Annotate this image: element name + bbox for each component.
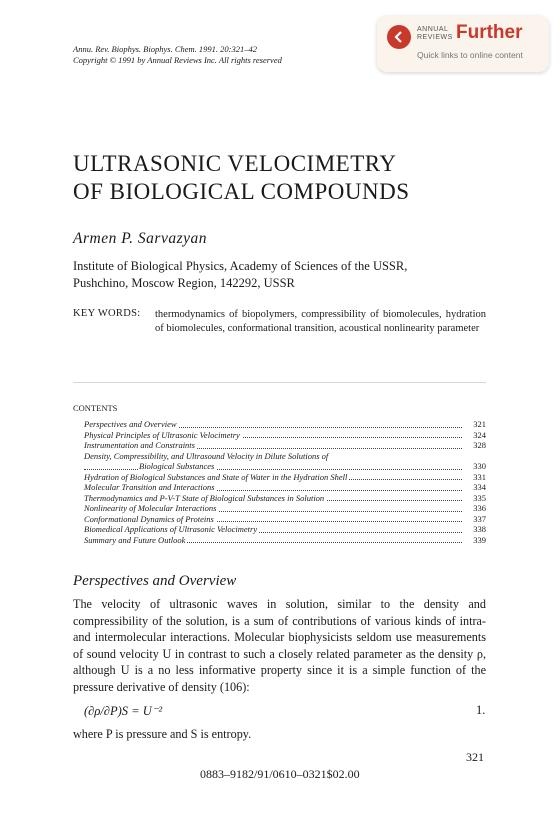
issn-line: 0883–9182/91/0610–0321$02.00 bbox=[200, 767, 360, 781]
toc-entry-page: 328 bbox=[473, 440, 486, 450]
toc-entry-title: Biological Substances bbox=[139, 461, 215, 471]
toc-entry-title: Nonlinearity of Molecular Interactions bbox=[84, 503, 217, 513]
toc-entry[interactable] bbox=[84, 524, 486, 535]
toc-entry-page: 336 bbox=[473, 503, 486, 513]
citation-line-2: Copyright © 1991 by Annual Reviews Inc. All rights reserved bbox=[73, 55, 282, 65]
body-paragraph: The velocity of ultrasonic waves in solution, similar to the density and compressibility of the solution, is a sum of contributions of various kinds of intra- and intermolecular interactions. Molecular biophysicists seldom use measurements of sound velocity U in contrast to such a closely related parameter as the density ρ, although U is a no less informative property since it is a simple function of the pressure derivative of density (106): bbox=[73, 597, 486, 694]
article-title bbox=[73, 150, 410, 206]
toc-entry[interactable] bbox=[84, 461, 486, 472]
citation-line-1: Annu. Rev. Biophys. Biophys. Chem. 1991. 20:321–42 bbox=[73, 44, 257, 54]
annual-reviews-wordmark bbox=[417, 26, 453, 42]
divider bbox=[73, 382, 486, 383]
contents-heading: CONTENTS bbox=[73, 403, 118, 413]
toc-entry-title: Physical Principles of Ultrasonic Velocimetry bbox=[84, 429, 240, 440]
toc-entry-title: Biomedical Applications of Ultrasonic Velocimetry bbox=[84, 524, 258, 534]
toc-entry[interactable] bbox=[84, 419, 486, 430]
toc-entry-title: Density, Compressibility, and Ultrasound Velocity in Dilute Solutions of bbox=[84, 450, 329, 461]
equation: (∂ρ/∂P)S = U⁻² bbox=[84, 704, 163, 718]
equation-number: 1. bbox=[476, 703, 486, 717]
annual-label: ANNUAL bbox=[417, 26, 449, 33]
toc-entry[interactable] bbox=[84, 514, 486, 525]
toc-entry[interactable] bbox=[84, 535, 486, 546]
journal-citation bbox=[73, 44, 282, 66]
page-number: 321 bbox=[466, 750, 484, 764]
toc-entry-page: 337 bbox=[473, 513, 486, 524]
toc-entry-page: 334 bbox=[473, 482, 486, 492]
affiliation-line-1: Institute of Biological Physics, Academy of Sciences of the USSR, bbox=[73, 259, 408, 273]
further-banner[interactable] bbox=[377, 16, 549, 72]
affiliation bbox=[73, 258, 407, 291]
toc-entry[interactable] bbox=[84, 503, 486, 514]
annual-reviews-logo-icon bbox=[387, 25, 411, 49]
toc-entry-title: Conformational Dynamics of Proteins bbox=[84, 513, 214, 524]
toc-entry-page: 338 bbox=[473, 524, 486, 534]
keywords-label: KEY WORDS: bbox=[73, 308, 141, 319]
toc-entry[interactable] bbox=[84, 482, 486, 493]
keywords-text: thermodynamics of biopolymers, compressibility of biomolecules, hydration of biomolecules, conformational transition, acoustical nonlinearity parameter bbox=[155, 309, 486, 334]
toc-entry[interactable] bbox=[84, 472, 486, 483]
toc-entry-title: Hydration of Biological Substances and State of Water in the Hydration Shell bbox=[84, 471, 348, 482]
author-name: Armen P. Sarvazyan bbox=[73, 230, 207, 247]
toc-entry[interactable] bbox=[84, 451, 486, 462]
quick-links-link[interactable]: Quick links to online content bbox=[417, 50, 523, 60]
further-label: Further bbox=[456, 22, 523, 43]
reviews-label: REVIEWS bbox=[417, 34, 453, 41]
toc-entry-page: 339 bbox=[473, 534, 486, 545]
toc-entry[interactable] bbox=[84, 440, 486, 451]
toc-entry-title: Thermodynamics and P-V-T State of Biological Substances in Solution bbox=[84, 492, 325, 503]
table-of-contents bbox=[84, 419, 486, 545]
affiliation-line-2: Pushchino, Moscow Region, 142292, USSR bbox=[73, 275, 295, 290]
section-heading: Perspectives and Overview bbox=[73, 573, 237, 589]
toc-entry-page: 331 bbox=[473, 471, 486, 482]
toc-entry-page: 330 bbox=[473, 461, 486, 471]
toc-entry-page: 335 bbox=[473, 492, 486, 503]
title-line-1: ULTRASONIC VELOCIMETRY bbox=[73, 151, 397, 176]
toc-entry-page: 321 bbox=[473, 419, 486, 429]
toc-entry-title: Summary and Future Outlook bbox=[84, 534, 186, 545]
toc-entry[interactable] bbox=[84, 493, 486, 504]
toc-entry-page: 324 bbox=[473, 429, 486, 440]
equation-explanation: where P is pressure and S is entropy. bbox=[73, 727, 252, 741]
title-line-2: OF BIOLOGICAL COMPOUNDS bbox=[73, 179, 410, 204]
toc-entry-title: Perspectives and Overview bbox=[84, 419, 177, 429]
toc-entry[interactable] bbox=[84, 430, 486, 441]
toc-entry-title: Molecular Transition and Interactions bbox=[84, 482, 215, 492]
toc-entry-title: Instrumentation and Constraints bbox=[84, 440, 195, 450]
